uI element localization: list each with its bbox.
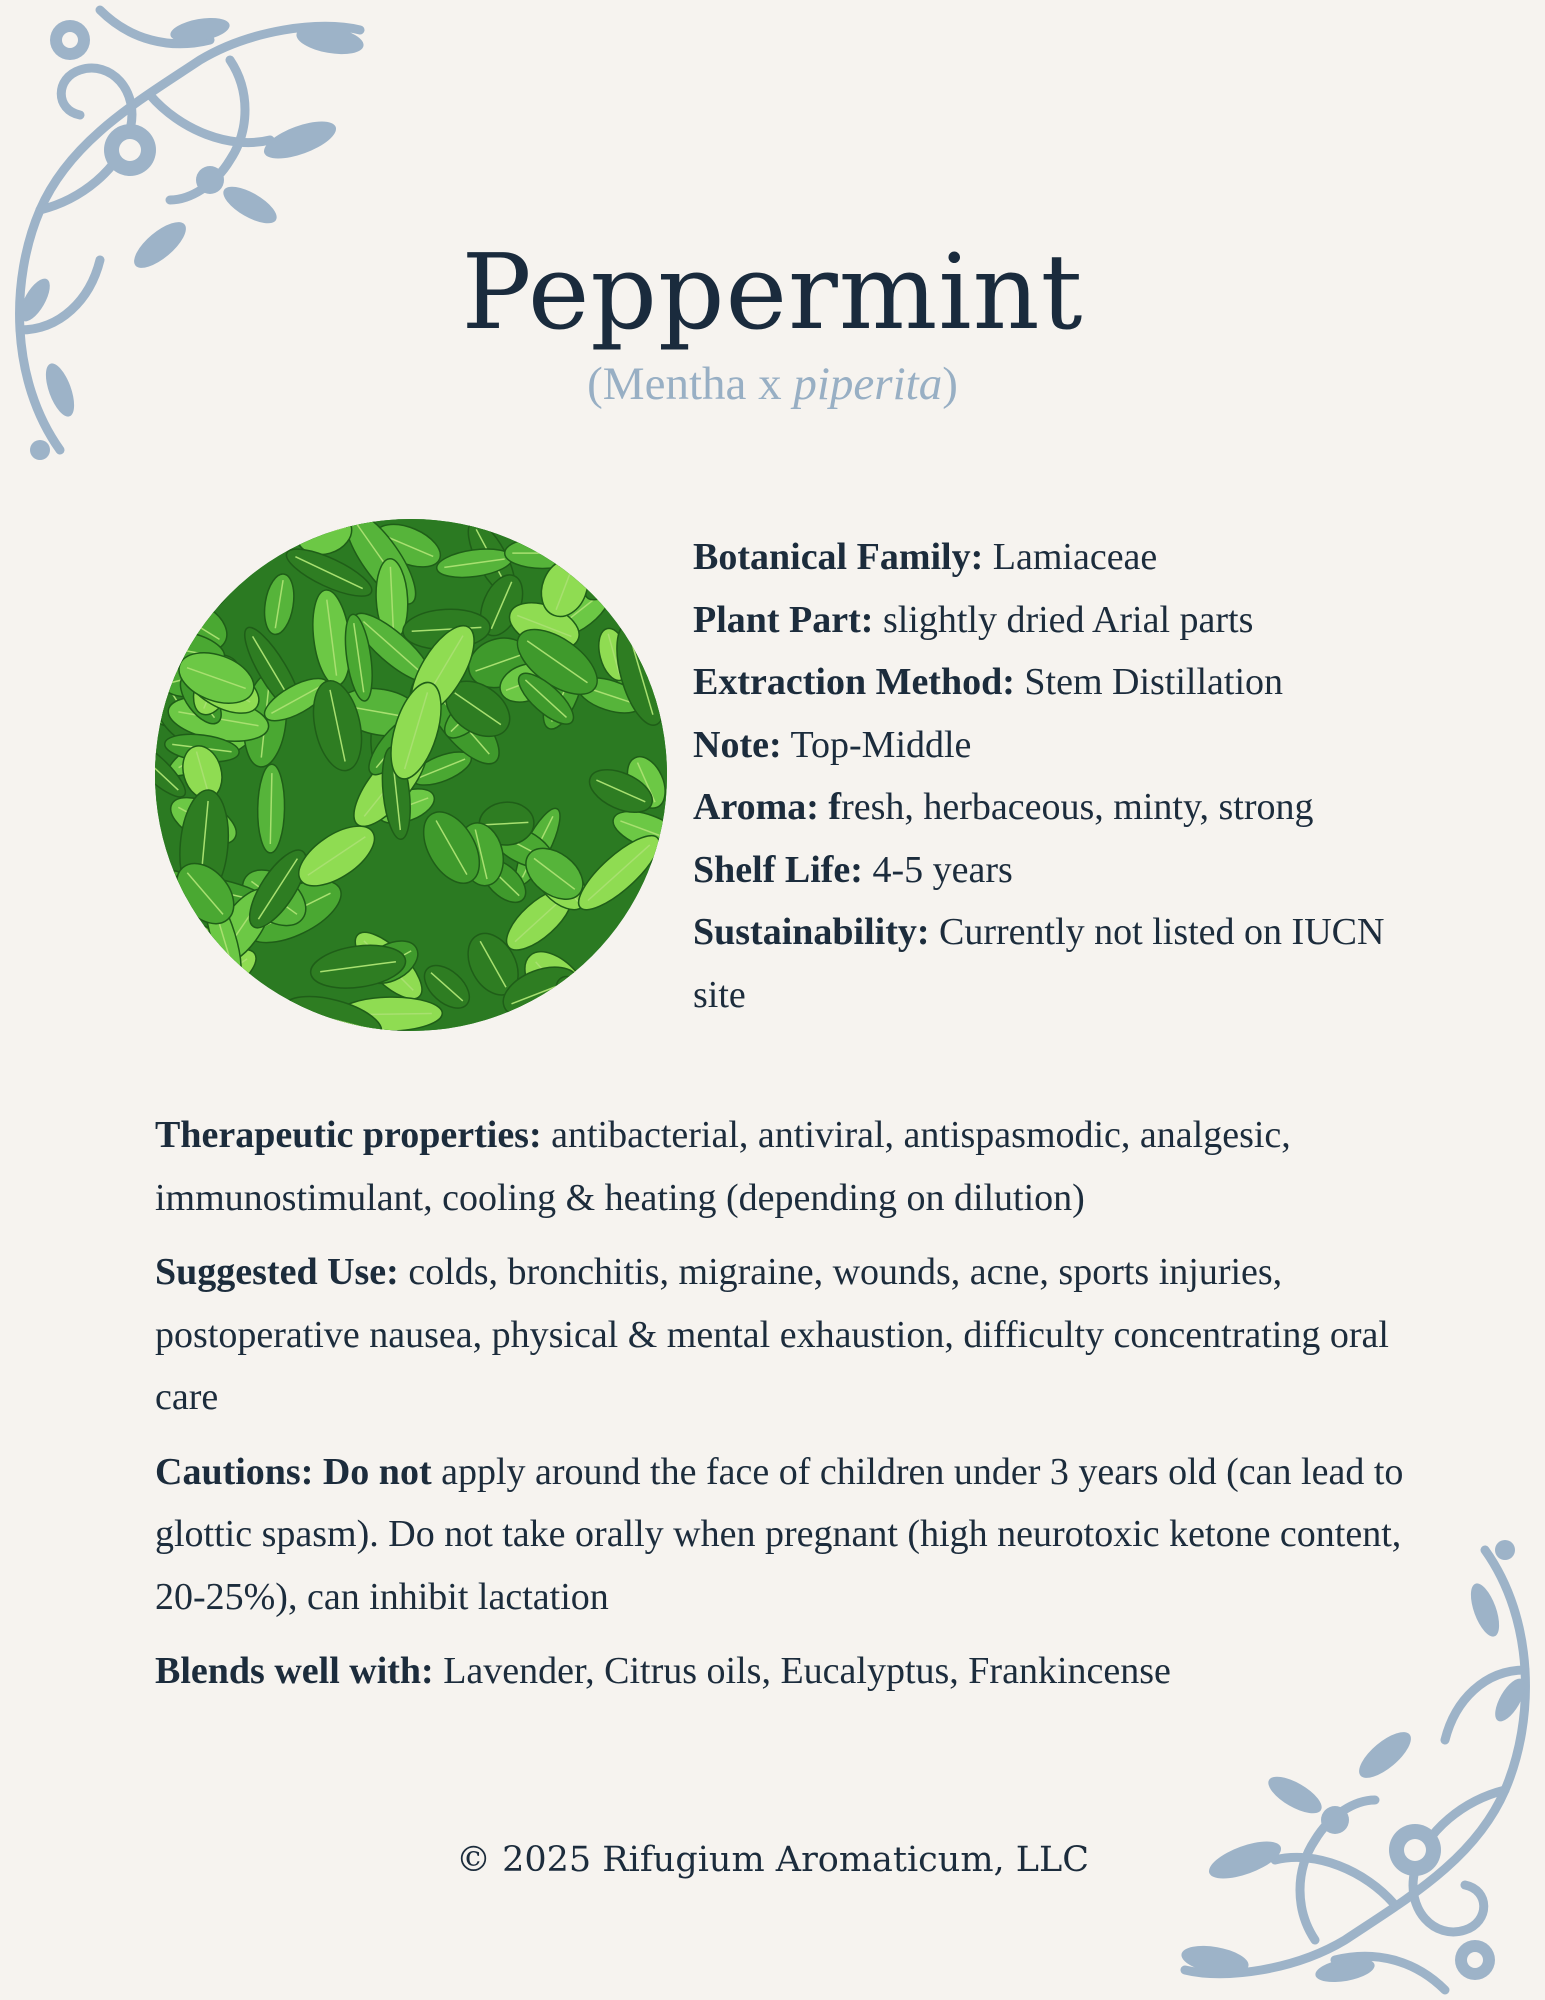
section-label: Blends well with: (155, 1650, 434, 1692)
mint-leaf (155, 975, 174, 1031)
section-text: apply around the face of children under 3 years old (can lead to glottic spasm). Do not take orally when pregnant (high neurotoxic ketone content, 20-25%), can inhibit lactation (155, 1450, 1404, 1618)
mint-leaf-vein (217, 519, 264, 554)
fact-extraction-method (693, 651, 1413, 714)
peppermint-photo (155, 519, 667, 1031)
mint-leaf-vein (161, 891, 167, 953)
section-text: antibacterial, antiviral, antispasmodic, analgesic, immunostimulant, cooling & heating (depending on dilution) (155, 1114, 1291, 1219)
fact-plant-part (693, 589, 1413, 652)
mint-leaf-vein (155, 610, 192, 615)
fact-value: 4-5 years (862, 848, 1013, 891)
fact-shelf-life (693, 839, 1413, 902)
mint-leaf-vein (592, 553, 639, 592)
fact-value: Top-Middle (781, 723, 972, 766)
latin-name (0, 356, 1545, 412)
fact-label: Aroma: f (693, 786, 842, 828)
mint-leaf-vein (188, 935, 203, 1003)
mint-leaf (575, 961, 644, 1031)
mint-leaf (155, 586, 201, 640)
mint-leaf (159, 965, 233, 1022)
section-label: Suggested Use: (155, 1251, 399, 1293)
fact-value: Currently not listed on IUCN site (693, 911, 1385, 1016)
mint-leaf (611, 519, 667, 559)
mint-leaf-vein (170, 988, 222, 998)
page-title: Peppermint (461, 231, 1084, 353)
mint-leaf (623, 941, 667, 1012)
latin-name-species: piperita (793, 358, 943, 410)
fact-value: resh, herbaceous, minty, strong (841, 786, 1314, 828)
mint-leaf-vein (599, 976, 619, 1031)
fact-value: Lamiaceae (983, 536, 1158, 578)
fact-aroma (693, 776, 1413, 839)
therapeutic-properties (155, 1104, 1405, 1229)
fact-label: Extraction Method: (693, 661, 1015, 703)
fact-label: Note: (693, 723, 782, 766)
section-text: Lavender, Citrus oils, Eucalyptus, Frankincense (433, 1650, 1171, 1692)
copyright-footer: © 2025 Rifugium Aromaticum, LLC (455, 1840, 1090, 1880)
latin-name-close: ) (942, 358, 958, 410)
mint-leaf (163, 533, 231, 576)
mint-leaf (602, 526, 667, 598)
fact-label: Sustainability: (693, 911, 930, 953)
mint-leaf-vein (155, 984, 159, 1031)
mint-leaf-vein (565, 985, 606, 1030)
cautions (155, 1441, 1405, 1629)
section-label: Therapeutic properties: (155, 1114, 542, 1156)
mint-leaf-vein (173, 549, 223, 558)
section-text: colds, bronchitis, migraine, wounds, acne, sports injuries, postoperative nausea, physical & mental exhaustion, difficulty concentrating oral care (155, 1251, 1389, 1418)
peppermint-leaves-illustration (155, 519, 667, 1031)
mint-leaf-vein (155, 879, 176, 933)
mint-leaf-vein (202, 519, 246, 558)
mint-leaf (178, 519, 269, 578)
suggested-use (155, 1241, 1405, 1429)
mint-leaf (577, 537, 654, 609)
mint-leaf-vein (186, 959, 247, 1000)
details-section (155, 1104, 1405, 1715)
fact-label: Plant Part: (693, 598, 874, 641)
fact-label: Botanical Family: (693, 536, 984, 578)
mint-leaf-vein (628, 519, 655, 545)
mint-leaf-vein (636, 887, 663, 969)
fact-sustainability (693, 901, 1413, 1026)
fact-value: Stem Distillation (1014, 661, 1284, 703)
fact-value: slightly dried Arial parts (873, 598, 1254, 641)
latin-name-open: (Mentha x (587, 358, 794, 410)
fact-botanical-family (693, 526, 1413, 589)
mint-leaf-vein (617, 542, 667, 582)
facts-list (693, 526, 1413, 1026)
mint-leaf (168, 939, 264, 1020)
fact-label: Shelf Life: (693, 848, 863, 891)
mint-leaf (155, 519, 239, 577)
section-label: Cautions: Do not (155, 1450, 432, 1493)
blends-well-with (155, 1640, 1405, 1703)
mint-leaf-vein (178, 519, 215, 558)
fact-note (693, 714, 1413, 777)
mint-leaf-vein (639, 953, 663, 1000)
